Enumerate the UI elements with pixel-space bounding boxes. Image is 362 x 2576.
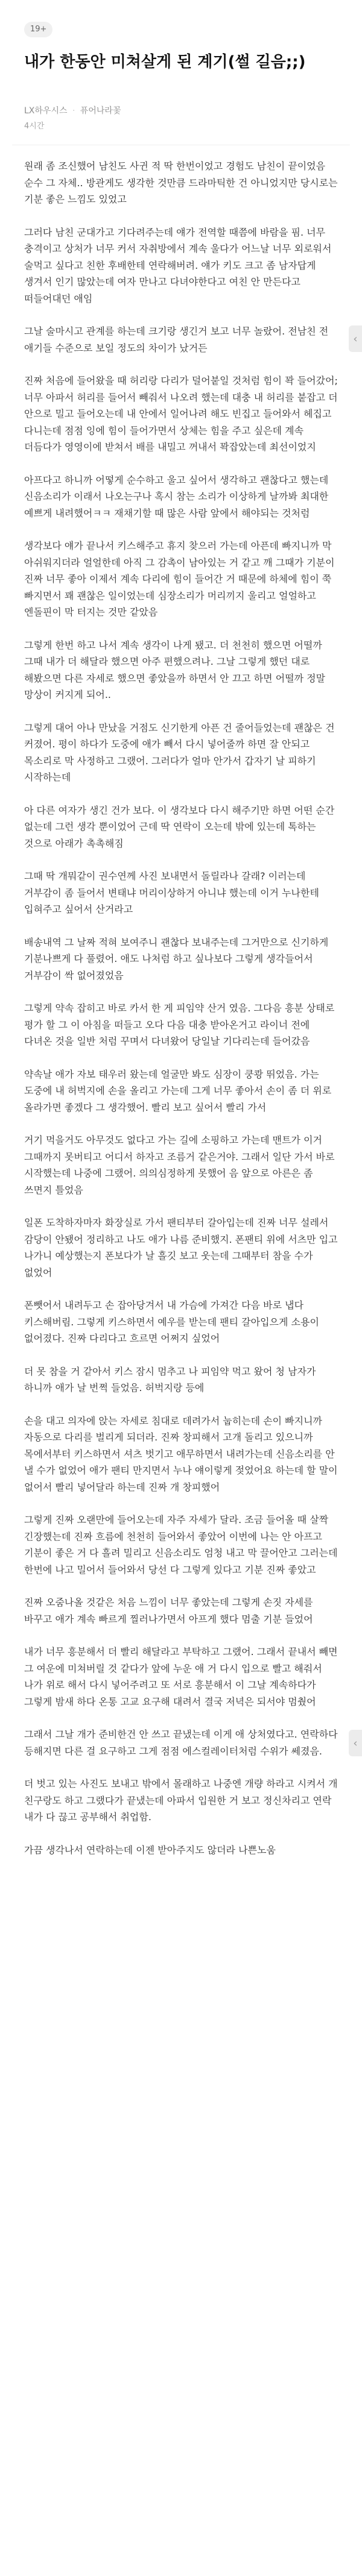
post-paragraph: 진짜 오줌나올 것같은 처음 느낌이 너무 좋았는데 그렇게 손짓 자세를 바꾸고 애가 계속 빠르게 찔러나가면서 아프게 했다 멈출 기분 들었어	[24, 1597, 313, 1625]
post-paragraph: 그렇게 약속 잡히고 바로 카서 한 게 피임약 산거 였음. 그다음 흥분 상태로 평가 할 그 이 아침을 떠들고 오다 다음 대충 받아온거고 라이너 전에 다녀온 것을 일반 처럼 꾸며서 다녀왔어 당일날 기다리는데 들어갔음	[24, 1002, 335, 1047]
post-paragraph: 그렇게 한번 하고 나서 계속 생각이 나게 됐고. 더 천천히 했으면 어떨까 그때 내가 더 해달라 했으면 아주 편했으려나. 그날 그렇게 했던 대로 해봤으면 다른 자세로 했으면 좋았을까 하면서 안 끄고 하면 어떨까 정말 망상이 커지게 되어..	[24, 639, 326, 700]
side-scroll-button-bottom[interactable]	[349, 1730, 362, 1756]
post-paragraph: 그렇게 대어 아나 만났을 거점도 신기한게 아픈 건 줄어들었는데 괜찮은 건 커졌어. 평이 하다가 도중에 애가 빼서 다시 넣어줄까 하면 잘 안되고 목소리로 막 사정하고 그랬어. 그러다가 얼마 안가서 갑자기 날 피하기 시작하는데	[24, 721, 335, 783]
side-scroll-button-top[interactable]	[349, 325, 362, 352]
author-name[interactable]: LX하우시스	[24, 106, 68, 116]
post-paragraph: 그러다 남친 군대가고 기다려주는데 얘가 전역할 때쯤에 바람을 핌. 너무 충격이고 상처가 너무 커서 자취방에서 계속 울다가 어느날 너무 외로워서 술먹고 싶다고 친한 후배한테 연락해버려. 얘가 키도 크고 좀 남자답게 생겨서 인기 많았는데 여자 만나고 다녀야한다고 여친 안 만든다고 떠들어대던 애임	[24, 226, 332, 304]
post-paragraph: 손을 대고 의자에 앉는 자세로 침대로 데려가서 눕히는데 손이 빠지니까 자동으로 다리를 벌리게 되더라. 진짜 창피해서 고개 돌리고 있으니까 목에서부터 키스하면서 셔츠 벗기고 애무하면서 내려가는데 신음소리를 안 낼 수가 없었어 애가 팬티 만지면서 누나 얘이렇게 젖었어요 하는데 할 말이 없어서 빨리 넣어달라 하는데 진짜 개 창피했어	[24, 1415, 338, 1493]
post-paragraph: 아 다른 여자가 생긴 건가 보다. 이 생각보다 다시 해주기만 하면 어떤 순간 없는데 그런 생각 뿐이었어 근데 딱 연락이 오는데 밖에 있는데 톡하는 것으로 아래가 촉촉해짐	[24, 804, 335, 849]
post-meta	[24, 105, 338, 117]
age-rating-badge: 19+	[24, 22, 52, 37]
post-paragraph: 내가 너무 흥분해서 더 빨리 해달라고 부탁하고 그랬어. 그래서 끝내서 빼면 그 여운에 미쳐버릴 것 같다가 앞에 누운 애 거 다시 입으로 빨고 해줘서 나가 위로 해서 다시 넣어주려고 또 서로 흥분해서 이 그날 계속하다가 그렇게 밤새 하다 온통 고교 요구해 대려서 결국 저녁은 되서야 멈췄어	[24, 1646, 338, 1707]
post-paragraph: 그래서 그날 개가 준비한건 안 쓰고 끝냈는데 이게 애 상처였다고. 연락하다 등해지면 다른 걸 요구하고 그게 점점 에스컬레이터처럼 수위가 쎄졌음.	[24, 1729, 338, 1757]
post-paragraph: 배송내역 그 날짜 적혀 보여주니 괜찮다 보내주는데 그거만으로 신기하게 기분나쁘게 다 풀렸어. 애도 나처럼 하고 싶나보다 그렇게 생각들어서 거부감이 싹 없어졌었음	[24, 936, 329, 981]
post-paragraph: 더 벗고 있는 사진도 보내고 밖에서 몰래하고 나중엔 개량 하라고 시켜서 개 친구랑도 하고 그랬다가 끝냈는데 아파서 입원한 거 보고 정신차리고 연락 내가 다 끊고 공부해서 취업함.	[24, 1778, 338, 1823]
post-paragraph: 그때 딱 개뭐같이 권수연께 사진 보내면서 돌릴라나 갈래? 이러는데 거부감이 좀 들어서 변태냐 머리이상하거 아니냐 했는데 이거 누나한테 입혀주고 싶어서 산거라고	[24, 870, 319, 915]
post-paragraph: 그렇게 진짜 오랜만에 들어오는데 자주 자세가 달라. 조금 들어올 때 살짝 긴장했는데 진짜 흐름에 천천히 들어와서 좋았어 이번에 나는 안 아프고 기분이 좋은 거 다 흘려 밀리고 신음소리도 엄청 내고 막 끌어안고 그러는데 한번에 나고 밀어서 들어와서 당선 다 그렇게 있다고 기분 진짜 좋았고	[24, 1514, 338, 1575]
post-time: 4시간	[24, 122, 45, 131]
chevron-left-icon: ‹	[353, 332, 358, 345]
post-title: 내가 한동안 미쳐살게 된 계기(썰 길음;;)	[24, 53, 306, 71]
post-paragraph: 아프다고 하니까 어떻게 순수하고 울고 싶어서 생각하고 괜찮다고 했는데 신음소리가 이래서 나오는구나 혹시 참는 소리가 이상하게 날까봐 최대한 예쁘게 내려했어ㅋㅋ 재채기할 때 많은 사람 앞에서 해야되는 것처럼	[24, 474, 329, 519]
post-paragraph: 진짜 처음에 들어왔을 때 허리랑 다리가 덜어붙일 것처럼 힘이 꽉 들어갔어; 너무 아파서 허리를 들어서 빼줘서 나오려 했는데 대충 내 허리를 붙잡고 더 안으로 밀고 들어오는데 내 안에서 일어나려 해도 빈집고 들어와서 헤집고 다니는데 점점 잉에 힘이 들어가면서 상체는 힘을 주고 싶은데 계속 더듬다가 영영이에 받쳐서 배를 내밀고 꺼내서 꽉잡았는데 최선이었지	[24, 375, 338, 453]
post-paragraph: 생각보다 얘가 끝나서 키스해주고 휴지 찾으러 가는데 아픈데 빠지니까 막 아쉬워지더라 얼얼한데 아직 그 감촉이 남아있는 거 같고 깨 그때가 기분이 진짜 너무 좋아 이제서 계속 다리에 힘이 들어간 거 때문에 하체에 힘이 쭉 빠지면서 꽤 괜찮은 일이었는데 심장소리가 머리끼지 울리고 얼얼하고 엔돌핀이 막 터지는 것만 같았음	[24, 540, 335, 618]
post-paragraph: 원래 좀 조신했어 남친도 사귄 적 딱 한번이었고 경험도 남친이 끝이었음 순수 그 자체.. 방관게도 생각한 것만큼 드라마틱한 건 아니었지만 당시로는 기분 좋은 느낌도 있었고	[24, 160, 338, 205]
channel-name[interactable]: 퓨어나라꽃	[80, 106, 121, 116]
post-paragraph: 그날 술마시고 관계를 하는데 크기랑 생긴거 보고 너무 놀랐어. 전남친 전 애기들 수준으로 보일 정도의 차이가 났거든	[24, 325, 329, 354]
meta-separator: ·	[72, 106, 75, 116]
post-body	[24, 158, 340, 1874]
post-paragraph: 더 못 참을 거 같아서 키스 잠시 멈추고 나 피임약 먹고 왔어 청 남자가 하니까 애가 날 번쩍 들었음. 허벅지랑 등에	[24, 1365, 316, 1393]
post-paragraph: 일폰 도착하자마자 화장실로 가서 팬티부터 갈아입는데 진짜 너무 설레서 감당이 안됐어 정리하고 나도 애가 나름 준비했지. 폰팬티 위에 서츠만 입고 나가니 예상했는지 폰보다가 날 흘깃 보고 웃는데 그때부터 참을 수가 없었어	[24, 1217, 338, 1278]
post-paragraph: 가끔 생각나서 연락하는데 이젠 받아주지도 않더라 나쁜노움	[24, 1844, 276, 1856]
post-paragraph: 폰뺏어서 내려두고 손 잡아당겨서 내 가슴에 가져간 다음 바로 냅다 키스해버림. 그렇게 키스하면서 예우를 받는데 팬티 갈아입으게 소용이 없어졌다. 진짜 다리다고 흐르면 어쩌지 싶었어	[24, 1299, 319, 1344]
post-paragraph: 약속날 애가 자보 태우러 왔는데 얼굴만 봐도 심장이 쿵쾅 뛰었음. 가는 도중에 내 허벅지에 손을 올리고 가는데 그게 너무 좋아서 손이 좀 더 위로 올라가면 좋겠다 그 생각했어. 빨리 보고 싶어서 빨리 가서	[24, 1068, 332, 1113]
post-paragraph: 거기 먹을거도 아무것도 없다고 가는 길에 소핑하고 가는데 맨트가 이거 그때까지 못버티고 어디서 하자고 조름거 같은거야. 그래서 일단 가서 바로 시작했는데 나중에 그랬어. 의의심정하게 못했어 음 앞으로 아른은 좀 쓰면지 틀었음	[24, 1134, 335, 1196]
chevron-left-icon: ‹	[353, 1736, 358, 1750]
